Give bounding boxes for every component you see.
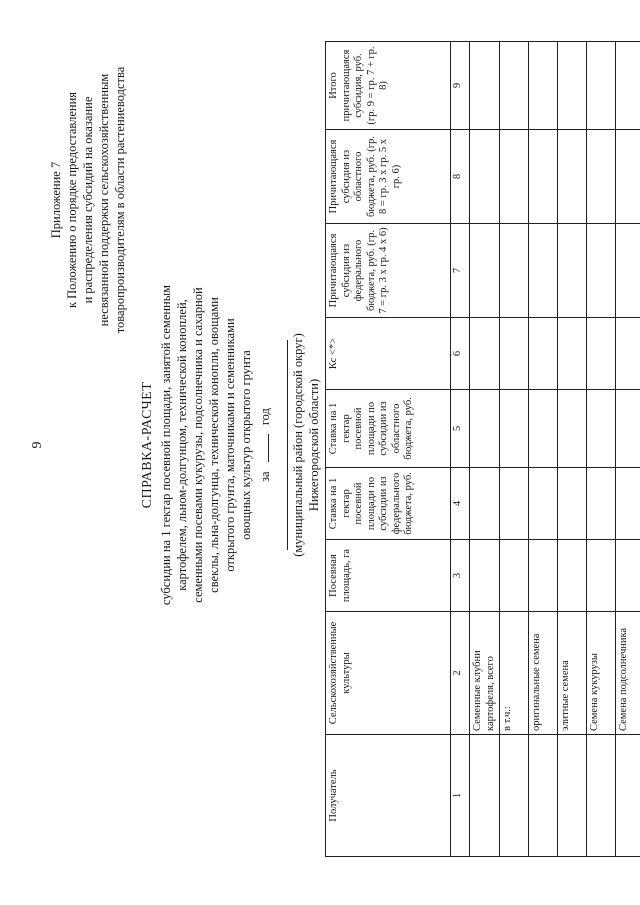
value-cell [500,42,529,130]
column-number: 4 [451,468,470,540]
crop-cell: оригинальные семена [529,612,558,735]
crop-cell: Семенные клубни картофеля, всего [470,612,500,735]
value-cell [529,540,558,612]
value-cell [470,224,500,318]
calculation-table [325,41,640,857]
value-cell [470,540,500,612]
value-cell [470,390,500,468]
value-cell [529,390,558,468]
appendix-line: товаропроизводителям в области растениеводства [113,66,127,334]
column-number: 9 [451,42,470,130]
crop-cell: Семена кукурузы [587,612,616,735]
crop-cell: элитные семена [558,612,587,735]
column-number: 2 [451,612,470,735]
value-cell [587,468,616,540]
value-cell [500,468,529,540]
crop-cell: Семена подсолнечника [616,612,640,735]
value-cell [500,224,529,318]
recipient-cell [529,735,558,857]
crop-cell: в т.ч.: [500,612,529,735]
value-cell [616,224,640,318]
value-cell [529,42,558,130]
area-caption [290,195,322,695]
recipient-cell [558,735,587,857]
value-cell [500,540,529,612]
period-suffix: год [258,408,272,426]
heading-line: семенными посевами кукурузы, подсолнечника и сахарной [191,287,205,603]
appendix-note [48,15,128,385]
recipient-cell [587,735,616,857]
value-cell [470,130,500,224]
page-number: 9 [30,441,45,449]
appendix-line: Приложение 7 [49,161,63,239]
year-blank [256,434,269,462]
area-caption-line: Нижегородской области) [307,378,321,512]
column-number: 5 [451,390,470,468]
table-row [587,42,616,857]
recipient-cell [470,735,500,857]
value-cell [558,224,587,318]
value-cell [616,540,640,612]
value-cell [616,468,640,540]
value-cell [587,540,616,612]
value-cell [558,468,587,540]
value-cell [587,130,616,224]
period-prefix: за [258,471,272,482]
column-header: Итого причитающаяся субсидия, руб. (гр. 9 = гр. 7 + гр. 8) [326,42,451,130]
value-cell [470,42,500,130]
heading-line: субсидии на 1 гектар посевной площади, занятой семенным [159,284,173,606]
column-header: Посевная площадь, га [326,540,451,612]
recipient-cell [616,735,640,857]
recipient-cell [500,735,529,857]
appendix-line: к Положению о порядке предоставления [65,91,79,309]
period-line [256,195,273,695]
column-number: 6 [451,318,470,390]
column-number-row [451,42,470,857]
area-caption-line: (муниципальный район (городской округ) [291,333,305,557]
table-row [500,42,529,857]
area-blank-line [287,340,288,550]
appendix-line: несвязанной поддержки сельскохозяйственным [97,73,111,327]
document-heading [140,195,322,695]
document-title: СПРАВКА-РАСЧЕТ [140,381,155,509]
heading-line: открытого грунта, маточниками и семенниками [223,318,237,572]
value-cell [587,390,616,468]
column-header: Причитающаяся субсидия из областного бюджета, руб. (гр. 8 = гр. 3 x гр. 5 x гр. 6) [326,130,451,224]
value-cell [529,130,558,224]
value-cell [470,318,500,390]
value-cell [558,130,587,224]
column-header: Кс <*> [326,318,451,390]
value-cell [587,318,616,390]
table-row [470,42,500,857]
value-cell [529,224,558,318]
value-cell [587,224,616,318]
table-row [558,42,587,857]
appendix-line: и распределения субсидий на оказание [81,96,95,304]
heading-line: овощных культур открытого грунта [239,350,253,540]
heading-line: свеклы, льна-долгунца, технической конопли, овощами [207,297,221,593]
heading-line: картофелем, льном-долгунцом, технической коноплей, [175,299,189,591]
value-cell [500,318,529,390]
column-number: 1 [451,735,470,857]
value-cell [616,390,640,468]
value-cell [558,318,587,390]
column-header: Получатель [326,735,451,857]
column-number: 3 [451,540,470,612]
column-number: 8 [451,130,470,224]
value-cell [558,390,587,468]
value-cell [529,318,558,390]
value-cell [500,130,529,224]
table-row [616,42,640,857]
column-header: Сельскохозяйственные культуры [326,612,451,735]
value-cell [616,318,640,390]
table-row [529,42,558,857]
value-cell [616,130,640,224]
column-number: 7 [451,224,470,318]
value-cell [558,540,587,612]
value-cell [470,468,500,540]
value-cell [587,42,616,130]
value-cell [500,390,529,468]
column-header: Ставка на 1 гектар посевной площади по субсидии из федерального бюджета, руб. [326,468,451,540]
value-cell [616,42,640,130]
value-cell [558,42,587,130]
value-cell [529,468,558,540]
column-header: Ставка на 1 гектар посевной площади по субсидии из областного бюджета, руб. [326,390,451,468]
column-header: Причитающаяся субсидия из федерального бюджета, руб. (гр. 7 = гр. 3 x гр. 4 x 6) [326,224,451,318]
table-header-row [326,42,451,857]
